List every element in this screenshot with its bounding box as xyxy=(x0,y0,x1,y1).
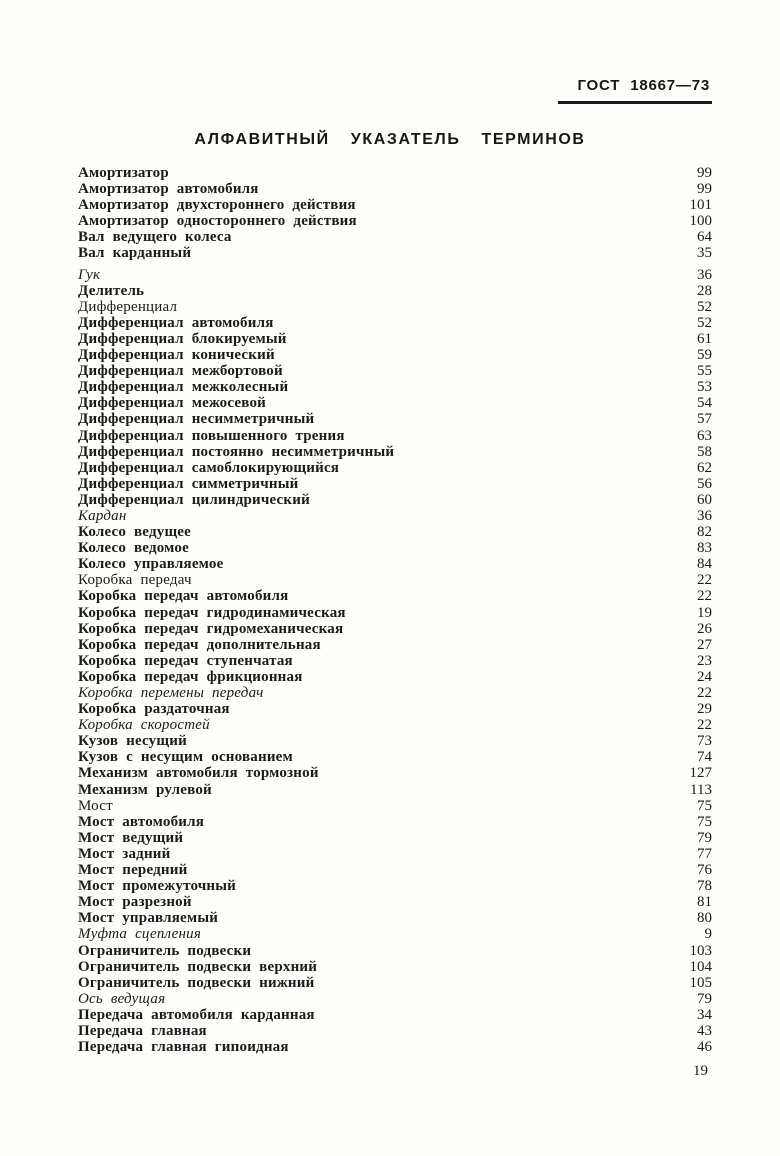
index-entry xyxy=(78,379,712,395)
index-entry xyxy=(78,460,712,476)
term-label: Коробка передач гидродинамическая xyxy=(78,604,346,621)
term-label: Коробка скоростей xyxy=(78,717,210,734)
index-entry xyxy=(78,572,712,588)
term-label: Передача автомобиля карданная xyxy=(78,1006,315,1023)
term-page-number: 127 xyxy=(689,765,712,782)
term-label: Амортизатор xyxy=(78,165,169,181)
index-entry xyxy=(78,782,712,798)
page-title: АЛФАВИТНЫЙ УКАЗАТЕЛЬ ТЕРМИНОВ xyxy=(194,131,586,148)
term-page-number: 113 xyxy=(690,781,712,798)
term-page-number: 55 xyxy=(697,363,712,380)
term-page-number: 19 xyxy=(697,604,712,621)
index-entry xyxy=(78,878,712,894)
index-entry xyxy=(78,363,712,379)
term-label: Дифференциал несимметричный xyxy=(78,411,315,428)
term-page-number: 24 xyxy=(697,668,712,685)
index-entry xyxy=(78,926,712,942)
term-page-number: 52 xyxy=(697,298,712,315)
term-page-number: 61 xyxy=(697,330,712,347)
term-page-number: 103 xyxy=(689,942,712,959)
index-entry xyxy=(78,685,712,701)
index-entry xyxy=(78,943,712,959)
term-page-number: 58 xyxy=(697,443,712,460)
term-label: Муфта сцепления xyxy=(78,926,202,943)
index-entry xyxy=(78,444,712,460)
index-entry xyxy=(78,862,712,878)
term-page-number: 81 xyxy=(697,894,712,911)
term-page-number: 52 xyxy=(697,314,712,331)
index-entry xyxy=(78,347,712,363)
term-page-number: 62 xyxy=(697,459,712,476)
term-label: Мост задний xyxy=(78,845,171,862)
term-label: Мост автомобиля xyxy=(78,813,205,830)
term-page-number: 60 xyxy=(697,491,712,508)
index-entry xyxy=(78,331,712,347)
term-label: Кузов несущий xyxy=(78,733,187,750)
term-label: Амортизатор автомобиля xyxy=(78,181,259,198)
term-page-number: 79 xyxy=(697,829,712,846)
index-entry xyxy=(78,428,712,444)
term-label: Гук xyxy=(78,266,101,283)
term-label: Коробка передач гидромеханическая xyxy=(78,620,344,637)
term-page-number: 46 xyxy=(697,1039,712,1056)
term-label: Ограничитель подвески верхний xyxy=(78,958,318,975)
term-label: Амортизатор двухстороннего действия xyxy=(78,197,356,214)
term-label: Мост промежуточный xyxy=(78,878,237,895)
index-entry xyxy=(78,1007,712,1023)
term-label: Кардан xyxy=(78,507,127,524)
term-label: Ограничитель подвески xyxy=(78,942,252,959)
term-page-number: 57 xyxy=(697,411,712,428)
term-page-number: 99 xyxy=(697,181,712,198)
term-page-number: 26 xyxy=(697,620,712,637)
index-entry xyxy=(78,846,712,862)
term-page-number: 101 xyxy=(689,197,712,214)
term-page-number: 78 xyxy=(697,878,712,895)
term-page-number: 82 xyxy=(697,524,712,541)
term-page-number: 53 xyxy=(697,379,712,396)
index-entry xyxy=(78,749,712,765)
term-label: Дифференциал повышенного трения xyxy=(78,427,345,444)
term-page-number: 73 xyxy=(697,733,712,750)
index-entry xyxy=(78,894,712,910)
term-page-number: 22 xyxy=(697,717,712,734)
term-page-number: 74 xyxy=(697,749,712,766)
term-label: Дифференциал цилиндрический xyxy=(78,491,310,508)
index-entry xyxy=(78,653,712,669)
term-label: Мост управляемый xyxy=(78,910,219,927)
term-label: Коробка передач xyxy=(78,572,192,589)
term-page-number: 54 xyxy=(697,395,712,412)
term-label: Вал ведущего колеса xyxy=(78,229,232,246)
term-label: Дифференциал автомобиля xyxy=(78,314,274,331)
term-page-number: 76 xyxy=(697,862,712,879)
term-page-number: 22 xyxy=(697,588,712,605)
index-entry xyxy=(78,975,712,991)
header-underline xyxy=(558,101,712,104)
index-entry xyxy=(78,508,712,524)
term-page-number: 79 xyxy=(697,990,712,1007)
index-entry xyxy=(78,1023,712,1039)
index-entry xyxy=(78,701,712,717)
index-entry xyxy=(78,267,712,283)
term-page-number: 9 xyxy=(704,926,712,943)
index-list xyxy=(78,165,712,1055)
term-label: Дифференциал постоянно несимметричный xyxy=(78,443,395,460)
index-entry xyxy=(78,717,712,733)
index-entry xyxy=(78,540,712,556)
term-label: Передача главная xyxy=(78,1022,207,1039)
term-page-number: 36 xyxy=(697,507,712,524)
index-entry xyxy=(78,798,712,814)
term-page-number: 64 xyxy=(697,229,712,246)
term-label: Дифференциал блокируемый xyxy=(78,330,287,347)
term-label: Дифференциал конический xyxy=(78,347,275,364)
term-page-number: 77 xyxy=(697,845,712,862)
index-entry xyxy=(78,283,712,299)
term-page-number: 28 xyxy=(697,282,712,299)
index-entry xyxy=(78,411,712,427)
term-label: Колесо управляемое xyxy=(78,556,224,573)
term-label: Делитель xyxy=(78,282,145,299)
term-label: Дифференциал xyxy=(78,298,178,315)
term-label: Колесо ведомое xyxy=(78,540,189,557)
term-label: Передача главная гипоидная xyxy=(78,1039,289,1056)
term-label: Мост xyxy=(78,797,113,814)
index-entry xyxy=(78,814,712,830)
term-label: Вал карданный xyxy=(78,245,192,262)
index-entry xyxy=(78,181,712,197)
term-label: Коробка раздаточная xyxy=(78,701,230,718)
term-page-number: 75 xyxy=(697,813,712,830)
term-label: Ось ведущая xyxy=(78,990,166,1007)
term-label: Коробка передач фрикционная xyxy=(78,668,303,685)
term-page-number: 22 xyxy=(697,572,712,589)
index-entry xyxy=(78,395,712,411)
index-entry xyxy=(78,492,712,508)
term-page-number: 100 xyxy=(689,213,712,230)
term-page-number: 43 xyxy=(697,1022,712,1039)
index-entry xyxy=(78,556,712,572)
term-label: Дифференциал межколесный xyxy=(78,379,289,396)
index-entry xyxy=(78,213,712,229)
index-entry xyxy=(78,733,712,749)
term-label: Кузов с несущим основанием xyxy=(78,749,293,766)
index-entry xyxy=(78,588,712,604)
term-label: Механизм автомобиля тормозной xyxy=(78,765,319,782)
term-page-number: 34 xyxy=(697,1006,712,1023)
term-page-number: 104 xyxy=(689,958,712,975)
term-page-number: 29 xyxy=(697,701,712,718)
index-entry xyxy=(78,299,712,315)
term-label: Коробка передач дополнительная xyxy=(78,636,321,653)
term-page-number: 84 xyxy=(697,556,712,573)
index-entry xyxy=(78,959,712,975)
term-label: Дифференциал самоблокирующийся xyxy=(78,459,340,476)
index-entry xyxy=(78,524,712,540)
term-page-number: 59 xyxy=(697,347,712,364)
term-label: Мост ведущий xyxy=(78,829,184,846)
term-label: Коробка перемены передач xyxy=(78,685,264,701)
term-page-number: 99 xyxy=(697,165,712,181)
index-entry xyxy=(78,1039,712,1055)
index-entry xyxy=(78,476,712,492)
term-page-number: 83 xyxy=(697,540,712,557)
index-entry xyxy=(78,245,712,261)
index-entry xyxy=(78,229,712,245)
term-page-number: 56 xyxy=(697,475,712,492)
term-label: Коробка передач автомобиля xyxy=(78,588,289,605)
term-page-number: 27 xyxy=(697,636,712,653)
term-page-number: 80 xyxy=(697,910,712,927)
index-entry xyxy=(78,605,712,621)
term-page-number: 35 xyxy=(697,245,712,262)
page-number: 19 xyxy=(693,1063,708,1079)
term-page-number: 36 xyxy=(697,266,712,283)
term-label: Дифференциал межосевой xyxy=(78,395,267,412)
term-label: Дифференциал межбортовой xyxy=(78,363,283,380)
term-page-number: 63 xyxy=(697,427,712,444)
term-label: Коробка передач ступенчатая xyxy=(78,652,293,669)
term-page-number: 22 xyxy=(697,685,712,701)
index-entry xyxy=(78,637,712,653)
index-entry xyxy=(78,621,712,637)
index-entry xyxy=(78,165,712,181)
term-label: Мост передний xyxy=(78,862,188,879)
index-entry xyxy=(78,991,712,1007)
index-entry xyxy=(78,910,712,926)
term-page-number: 75 xyxy=(697,797,712,814)
index-entry xyxy=(78,669,712,685)
term-page-number: 105 xyxy=(689,974,712,991)
index-entry xyxy=(78,830,712,846)
index-entry xyxy=(78,765,712,781)
term-label: Дифференциал симметричный xyxy=(78,475,299,492)
term-label: Колесо ведущее xyxy=(78,524,192,541)
term-page-number: 23 xyxy=(697,652,712,669)
standard-designation: ГОСТ 18667—73 xyxy=(577,77,710,94)
term-label: Ограничитель подвески нижний xyxy=(78,974,315,991)
index-entry xyxy=(78,315,712,331)
term-label: Мост разрезной xyxy=(78,894,192,911)
index-entry xyxy=(78,197,712,213)
term-label: Амортизатор одностороннего действия xyxy=(78,213,357,230)
term-label: Механизм рулевой xyxy=(78,781,212,798)
